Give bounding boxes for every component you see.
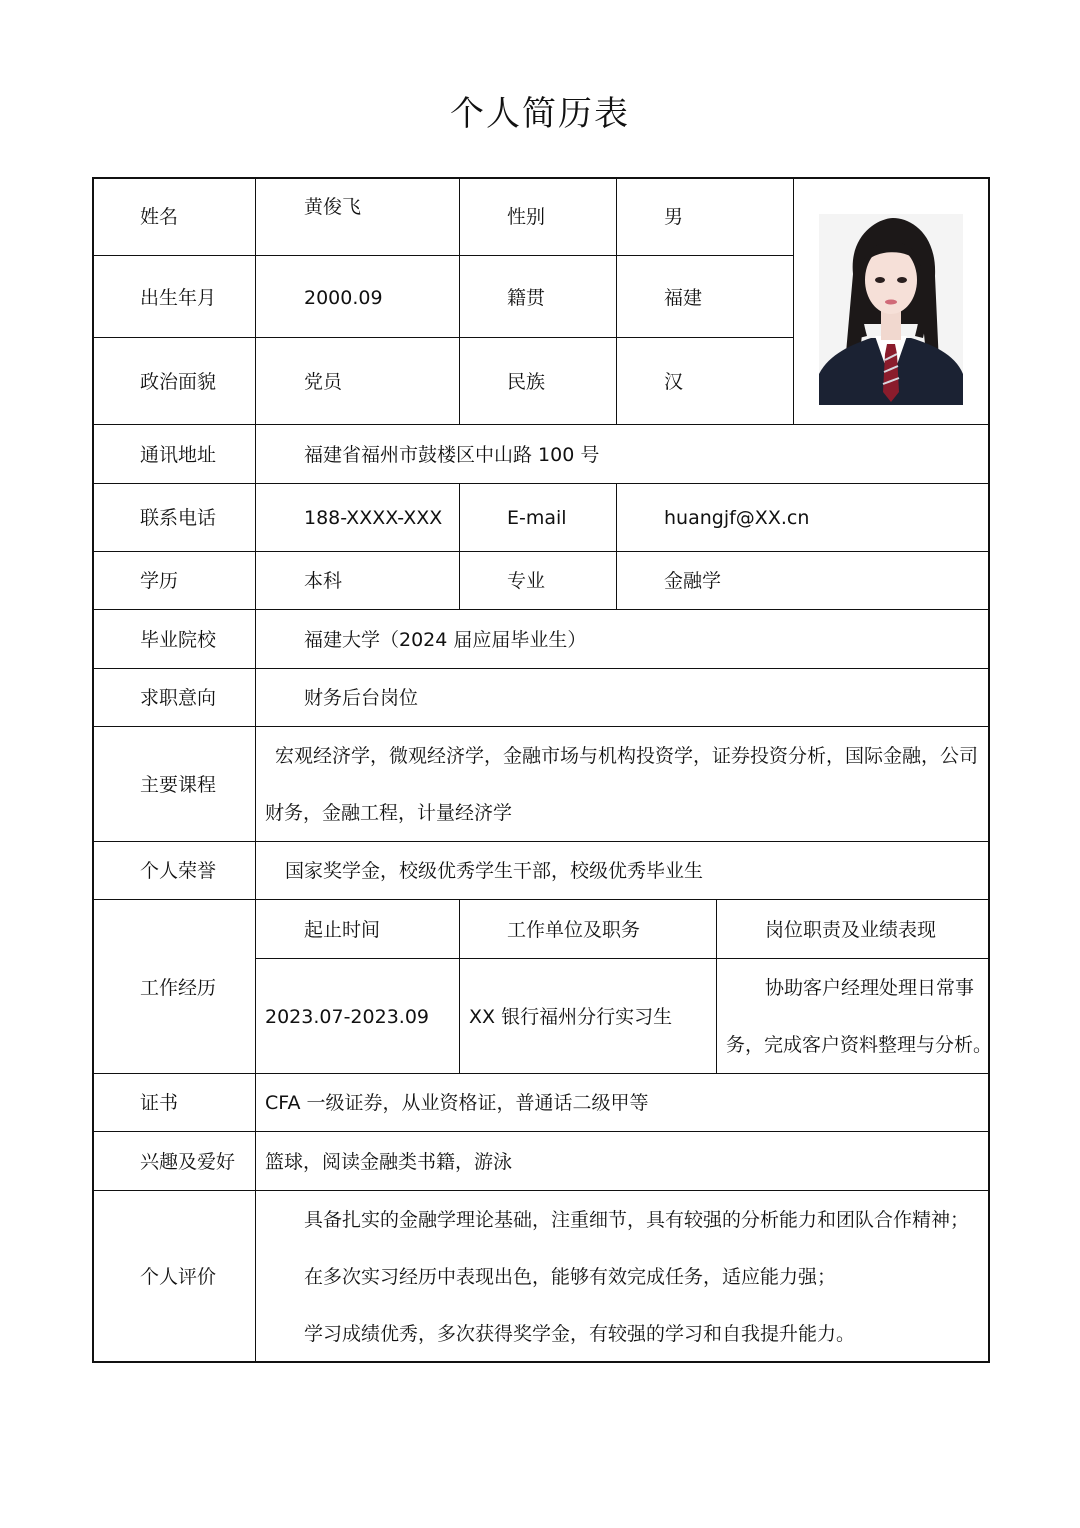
column-divider <box>716 899 717 1074</box>
value-hobbies: 篮球，阅读金融类书籍，游泳 <box>265 1151 513 1173</box>
label-certs: 证书 <box>140 1092 179 1114</box>
work-row-unit: XX 银行福州分行实习生 <box>469 1006 673 1028</box>
column-divider <box>616 177 617 425</box>
label-courses: 主要课程 <box>140 774 217 796</box>
work-row-period: 2023.07-2023.09 <box>265 1006 429 1028</box>
value-ethnicity: 汉 <box>664 371 684 393</box>
label-school: 毕业院校 <box>140 629 217 651</box>
label-intention: 求职意向 <box>140 687 217 709</box>
label-honors: 个人荣誉 <box>140 860 217 882</box>
work-row-duty-line2: 务，完成客户资料整理与分析。 <box>726 1034 993 1056</box>
label-email: E-mail <box>507 507 567 529</box>
value-courses-line1: 宏观经济学，微观经济学，金融市场与机构投资学，证券投资分析，国际金融，公司 <box>275 745 979 767</box>
table-border-left <box>92 177 94 1363</box>
column-divider <box>616 483 617 610</box>
work-header-period: 起止时间 <box>304 919 381 941</box>
value-evaluation-line2: 在多次实习经历中表现出色，能够有效完成任务，适应能力强； <box>304 1266 837 1288</box>
value-intention: 财务后台岗位 <box>304 687 419 709</box>
label-ethnicity: 民族 <box>507 371 546 393</box>
value-gender: 男 <box>664 206 684 228</box>
value-address: 福建省福州市鼓楼区中山路 100 号 <box>304 444 600 466</box>
row-divider <box>92 841 990 842</box>
row-divider <box>92 609 990 610</box>
row-divider <box>92 483 990 484</box>
label-gender: 性别 <box>507 206 546 228</box>
label-political: 政治面貌 <box>140 371 217 393</box>
label-education: 学历 <box>140 570 179 592</box>
work-header-unit: 工作单位及职务 <box>507 919 641 941</box>
value-email: huangjf@XX.cn <box>664 507 810 529</box>
label-evaluation: 个人评价 <box>140 1266 217 1288</box>
portrait-image <box>819 214 963 405</box>
value-certs: CFA 一级证券，从业资格证，普通话二级甲等 <box>265 1092 649 1114</box>
label-hobbies: 兴趣及爱好 <box>140 1151 236 1173</box>
value-courses-line2: 财务，金融工程，计量经济学 <box>265 802 513 824</box>
row-divider <box>92 668 990 669</box>
column-divider <box>459 899 460 1074</box>
label-phone: 联系电话 <box>140 507 217 529</box>
row-divider <box>256 958 990 959</box>
column-divider <box>459 483 460 610</box>
value-name: 黄俊飞 <box>304 196 362 218</box>
label-address: 通讯地址 <box>140 444 217 466</box>
column-divider <box>459 177 460 425</box>
value-education: 本科 <box>304 570 343 592</box>
label-name: 姓名 <box>140 206 179 228</box>
row-divider <box>92 337 794 338</box>
row-divider <box>92 1131 990 1132</box>
row-divider <box>92 1073 990 1074</box>
label-birth: 出生年月 <box>140 287 217 309</box>
row-divider <box>92 726 990 727</box>
column-divider <box>793 177 794 425</box>
row-divider <box>92 255 794 256</box>
value-evaluation-line1: 具备扎实的金融学理论基础，注重细节，具有较强的分析能力和团队合作精神； <box>304 1209 970 1231</box>
value-honors: 国家奖学金，校级优秀学生干部，校级优秀毕业生 <box>285 860 704 882</box>
value-political: 党员 <box>304 371 343 393</box>
value-native: 福建 <box>664 287 703 309</box>
row-divider <box>92 424 990 425</box>
column-divider <box>255 177 256 1363</box>
value-major: 金融学 <box>664 570 722 592</box>
row-divider <box>92 551 990 552</box>
profile-photo <box>819 214 963 405</box>
label-native: 籍贯 <box>507 287 546 309</box>
value-phone: 188-XXXX-XXX <box>304 507 443 529</box>
row-divider <box>92 899 990 900</box>
label-major: 专业 <box>507 570 546 592</box>
value-evaluation-line3: 学习成绩优秀，多次获得奖学金，有较强的学习和自我提升能力。 <box>304 1323 856 1345</box>
table-border-bottom <box>92 1361 990 1363</box>
value-birth: 2000.09 <box>304 287 383 309</box>
row-divider <box>92 1190 990 1191</box>
table-border-right <box>988 177 990 1363</box>
label-work: 工作经历 <box>140 977 217 999</box>
table-border-top <box>92 177 990 179</box>
work-row-duty-line1: 协助客户经理处理日常事 <box>765 977 975 999</box>
work-header-duty: 岗位职责及业绩表现 <box>765 919 937 941</box>
value-school: 福建大学（2024 届应届毕业生） <box>304 629 587 651</box>
page-title: 个人简历表 <box>450 94 630 134</box>
